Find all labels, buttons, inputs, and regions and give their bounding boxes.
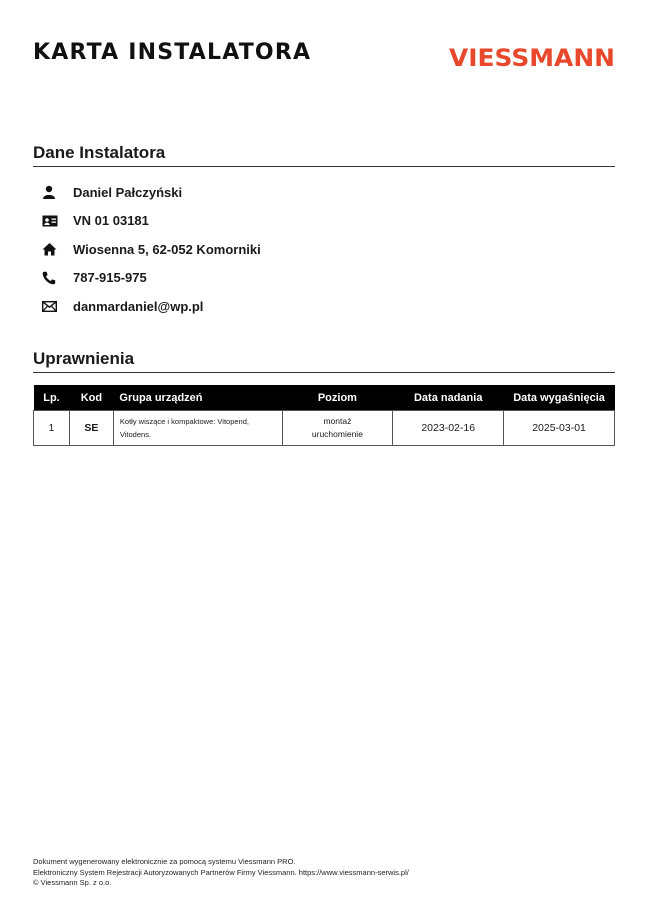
viessmann-logo [449,40,615,76]
installer-id-row [33,207,593,236]
col-header-lp: Lp. [34,385,70,411]
col-header-poziom: Poziom [282,385,393,411]
page-title: KARTA INSTALATORA [33,40,312,65]
footer-line-2: Elektroniczny System Rejestracji Autoryzowanych Partnerów Firmy Viessmann. https://www.viessmann-serwis.pl/ [33,867,409,877]
person-icon [33,185,73,199]
installer-name: Daniel Pałczyński [73,184,183,200]
installer-phone: 787-915-975 [73,270,147,286]
installer-phone-row [33,264,593,293]
footer [33,857,409,889]
poziom-line-2: uruchomienie [311,429,363,439]
installer-section-heading: Dane Instalatora [33,143,615,167]
col-header-data-wygasniecia: Data wygaśnięcia [504,385,615,411]
cell-lp: 1 [34,411,70,446]
permissions-section-heading: Uprawnienia [33,349,615,373]
permissions-table [33,385,615,446]
footer-line-1: Dokument wygenerowany elektronicznie za pomocą systemu Viessmann PRO. [33,857,296,866]
envelope-icon [33,301,73,312]
installer-id: VN 01 03181 [73,213,149,229]
logo-text: VIESSMANN [449,44,615,72]
installer-name-row [33,178,593,207]
cell-kod: SE [69,411,113,446]
installer-email-row [33,292,593,321]
col-header-data-nadania: Data nadania [393,385,504,411]
cell-grupa: Kotły wiszące i kompaktowe: Vitopend, Vitodens. [113,411,282,446]
table-row [34,411,615,446]
home-icon [33,242,73,256]
col-header-grupa: Grupa urządzeń [113,385,282,411]
id-card-icon [33,215,73,227]
installer-email: danmardaniel@wp.pl [73,298,204,314]
installer-address: Wiosenna 5, 62-052 Komorniki [73,241,261,257]
table-header-row [34,385,615,411]
cell-poziom [282,411,393,446]
poziom-line-1: montaż [323,416,352,426]
installer-info-list [33,178,593,321]
cell-data-wygasniecia: 2025-03-01 [504,411,615,446]
installer-address-row [33,235,593,264]
footer-copyright: © Viessmann Sp. z o.o. [33,878,112,887]
col-header-kod: Kod [69,385,113,411]
cell-data-nadania: 2023-02-16 [393,411,504,446]
phone-icon [33,271,73,285]
